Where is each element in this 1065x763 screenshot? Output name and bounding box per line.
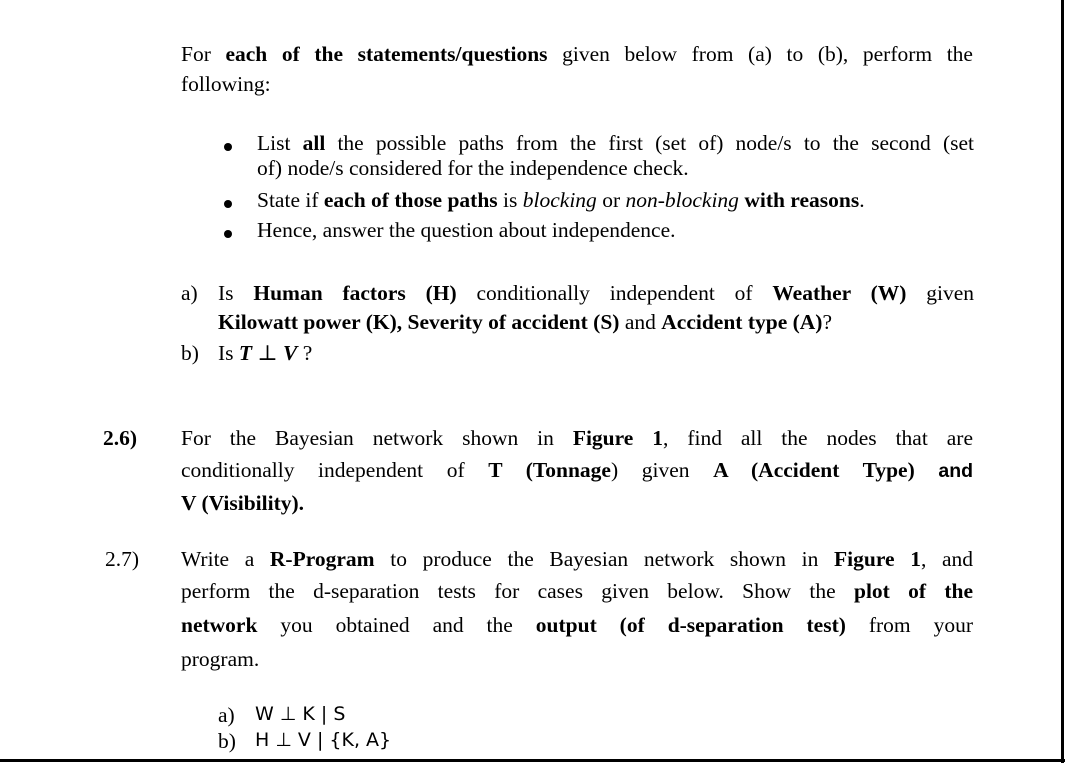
question-2-7-line-3: network you obtained and the output (of d-separation test) from your	[181, 613, 974, 637]
page-border-right	[1061, 0, 1064, 763]
intro-line-1: For each of the statements/questions given below from (a) to (b), perform the	[181, 42, 973, 66]
bullet-dot-2	[224, 200, 232, 208]
bullet-3: Hence, answer the question about independence.	[257, 218, 676, 242]
question-2-7-line-4: program.	[181, 647, 260, 671]
question-2-7-line-1: Write a R-Program to produce the Bayesian network shown in Figure 1, and	[181, 547, 974, 571]
dsep-case-a-text: W ⊥ K | S	[255, 703, 346, 725]
page-border-bottom	[0, 759, 1065, 762]
question-a-line-1: Is Human factors (H) conditionally independent of Weather (W) given	[218, 281, 974, 305]
bullet-1-line-1: List all the possible paths from the first (set of) node/s to the second (set	[257, 131, 974, 155]
question-2-6-line-2: conditionally independent of T (Tonnage) given A (Accident Type) and	[181, 458, 974, 482]
question-2-6-line-3: V (Visibility).	[181, 491, 305, 515]
bullet-dot-1	[224, 143, 232, 151]
bullet-2: State if each of those paths is blocking or non-blocking with reasons.	[257, 188, 865, 212]
question-2-7-line-2: perform the d-separation tests for cases given below. Show the plot of the	[181, 579, 973, 603]
dsep-case-b-text: H ⊥ V | {K, A}	[255, 729, 392, 751]
bullet-1-line-2: of) node/s considered for the independence check.	[257, 156, 689, 180]
dsep-case-a-label: a)	[218, 703, 235, 727]
question-2-6-line-1: For the Bayesian network shown in Figure 1, find all the nodes that are	[181, 426, 973, 450]
question-2-6-number: 2.6)	[103, 426, 138, 450]
intro-line-2: following:	[181, 72, 271, 96]
question-b-text: Is T ⊥ V ?	[218, 341, 313, 365]
dsep-case-b-label: b)	[218, 729, 236, 753]
question-a-label: a)	[181, 281, 198, 305]
bullet-dot-3	[224, 230, 232, 238]
question-2-7-number: 2.7)	[105, 547, 140, 571]
question-a-line-2: Kilowatt power (K), Severity of accident (S) and Accident type (A)?	[218, 310, 833, 334]
question-b-label: b)	[181, 341, 199, 365]
